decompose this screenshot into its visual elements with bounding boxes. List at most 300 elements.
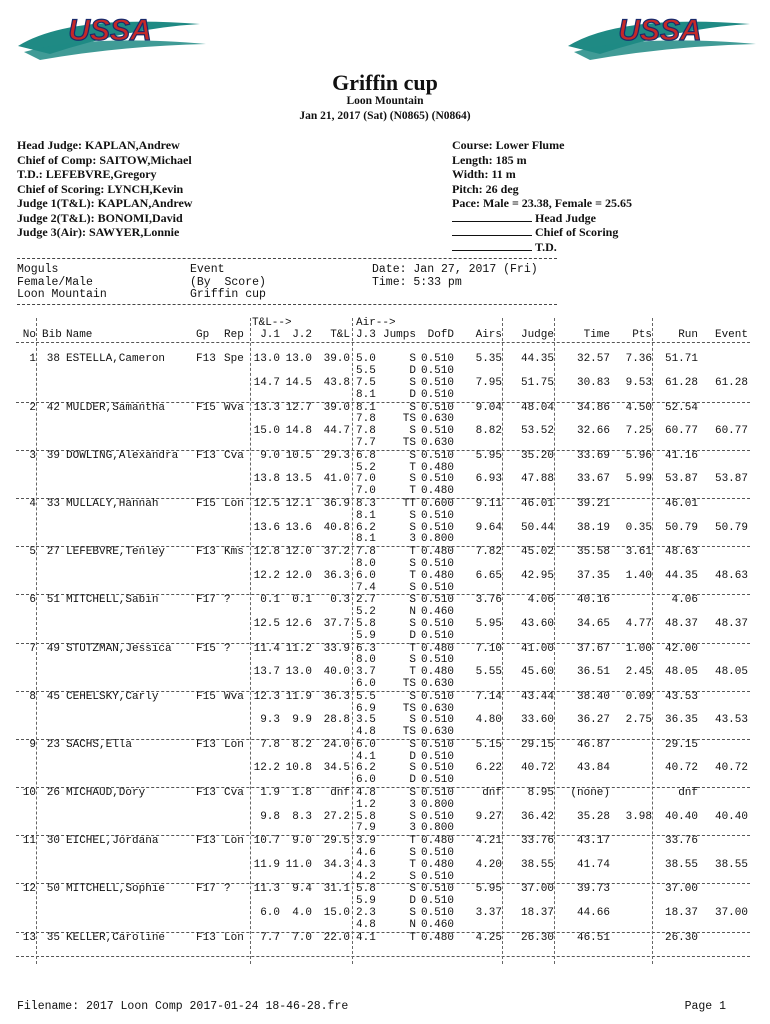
jump-code: T [409,461,416,474]
score-run: 52.54 [664,401,698,414]
score-tl: 41.0 [323,473,350,486]
score-j2: 13.0 [285,353,312,366]
score-run: 44.35 [664,569,698,582]
score-j1: 13.7 [253,666,280,679]
score-run: 38.55 [664,858,698,871]
column-divider [502,318,503,964]
table-row [16,908,750,920]
score-airs: 5.35 [475,353,502,366]
athlete-name: LEFEBVRE,Tenley [66,546,166,559]
table-row [16,438,750,451]
air-judge-score: 6.0 [356,738,376,751]
jump-code: D [409,365,416,378]
athlete-name: MITCHELL,Sophie [66,883,166,896]
column-header-tl: T&L [330,328,350,341]
jump-code: S [409,425,416,438]
score-event: 40.40 [714,810,748,823]
bib-number: 49 [46,642,60,655]
score-run: 29.15 [664,738,698,751]
column-header-gp: Gp [196,328,210,341]
score-j2: 11.0 [285,858,312,871]
score-run: 37.00 [664,883,698,896]
course-line: Course: Lower Flume [452,138,565,152]
score-airs: 9.27 [475,810,502,823]
air-judge-score: 7.0 [356,473,376,486]
score-j2: 12.1 [285,497,312,510]
jump-code: D [409,388,416,401]
score-j2: 9.0 [292,835,312,848]
jump-code: D [409,750,416,763]
table-row [16,499,750,511]
score-j1: 13.6 [253,521,280,534]
score-tl: 39.0 [323,401,350,414]
signature-line: Head Judge [452,211,632,226]
air-judge-score: 1.2 [356,798,376,811]
score-run: 26.30 [664,931,698,944]
score-airs: 7.10 [475,642,502,655]
age-group: F13 [196,835,216,848]
jump-code: S [409,353,416,366]
score-judge: 8.95 [527,787,554,800]
table-row [16,354,750,366]
table-row [16,715,750,727]
jump-code: TS [402,413,416,426]
official-line: Chief of Scoring: LYNCH,Kevin [17,181,184,196]
score-j1: 12.8 [253,546,280,559]
officials-list [17,138,192,240]
table-row [16,667,750,679]
score-time: 35.58 [576,546,610,559]
age-group: F15 [196,497,216,510]
table-row [16,474,750,486]
score-time: 30.83 [576,376,610,389]
air-judge-score: 5.9 [356,629,376,642]
course-line: Pace: Male = 23.38, Female = 25.65 [452,196,632,210]
score-judge: 29.15 [520,738,554,751]
age-group: F13 [196,449,216,462]
score-pts: 3.98 [625,810,652,823]
course-info [452,138,632,254]
score-j1: 9.0 [260,449,280,462]
age-group: F15 [196,642,216,655]
air-judge-score: 8.3 [356,497,376,510]
degree-of-difficulty: 0.510 [420,762,454,775]
athlete-name: MICHAUD,Dory [66,787,146,800]
table-row [16,740,750,752]
team-rep: Lon [224,931,244,944]
score-run: 33.76 [664,835,698,848]
table-row [16,547,750,559]
score-j2: 13.0 [285,666,312,679]
score-tl: 43.8 [323,376,350,389]
score-j2: 9.4 [292,883,312,896]
air-judge-score: 5.5 [356,365,376,378]
age-group: F13 [196,738,216,751]
degree-of-difficulty: 0.630 [420,413,454,426]
table-row [16,644,750,656]
athlete-name: EICHEL,Jordana [66,835,159,848]
jump-code: TS [402,677,416,690]
table-row [16,933,750,945]
bib-number: 51 [46,594,60,607]
score-j2: 12.0 [285,546,312,559]
table-row [16,571,750,583]
divider [17,258,557,259]
column-divider [652,318,653,964]
jump-code: S [409,883,416,896]
table-row [16,884,750,896]
score-tl: 15.0 [323,907,350,920]
score-event: 48.63 [714,569,748,582]
score-run: 42.00 [664,642,698,655]
score-run: 46.01 [664,497,698,510]
results-table [16,318,750,957]
score-j1: 13.0 [253,353,280,366]
venue: Loon Mountain [346,95,424,107]
score-tl: 22.0 [323,931,350,944]
score-tl: 40.8 [323,521,350,534]
column-header-pts: Pts [632,328,652,341]
score-event: 48.37 [714,617,748,630]
table-row [16,920,750,933]
degree-of-difficulty: 0.510 [420,787,454,800]
place-number: 4 [29,497,36,510]
degree-of-difficulty: 0.510 [420,376,454,389]
score-tl: dnf [330,787,350,800]
place-number: 8 [29,690,36,703]
place-number: 9 [29,738,36,751]
athlete-name: DOWLING,Alexandra [66,449,179,462]
score-pts: 4.50 [625,401,652,414]
column-header-jumps: Jumps [382,328,416,341]
score-tl: 36.9 [323,497,350,510]
score-j2: 4.0 [292,907,312,920]
ussa-logo-left [10,6,210,64]
degree-of-difficulty: 0.480 [420,642,454,655]
air-judge-score: 4.8 [356,726,376,739]
jump-code: D [409,895,416,908]
age-group: F13 [196,546,216,559]
table-row [16,330,750,343]
air-judge-score: 6.0 [356,774,376,787]
score-j1: 9.8 [260,810,280,823]
degree-of-difficulty: 0.460 [420,918,454,931]
air-judge-score: 7.4 [356,581,376,594]
score-j1: 7.8 [260,738,280,751]
score-j2: 13.5 [285,473,312,486]
jump-code: TS [402,726,416,739]
score-time: 40.16 [576,594,610,607]
air-judge-score: 7.8 [356,413,376,426]
score-j2: 13.6 [285,521,312,534]
table-row [16,944,750,957]
jump-code: N [409,918,416,931]
table-row [16,511,750,523]
degree-of-difficulty: 0.510 [420,895,454,908]
score-pts: 1.40 [625,569,652,582]
score-j1: 15.0 [253,425,280,438]
score-judge: 33.60 [520,714,554,727]
age-group: F13 [196,353,216,366]
athlete-name: CEHELSKY,Carly [66,690,159,703]
degree-of-difficulty: 0.800 [420,798,454,811]
degree-of-difficulty: 0.510 [420,509,454,522]
score-airs: 9.64 [475,521,502,534]
score-j1: 13.8 [253,473,280,486]
score-judge: 41.00 [520,642,554,655]
score-j2: 12.6 [285,617,312,630]
score-airs: 5.15 [475,738,502,751]
column-header-j1: J.1 [260,328,280,341]
table-row [16,390,750,403]
score-time: 37.67 [576,642,610,655]
air-judge-score: 6.9 [356,702,376,715]
score-pts: 7.36 [625,353,652,366]
score-j1: 10.7 [253,835,280,848]
jump-code: S [409,509,416,522]
score-pts: 0.09 [625,690,652,703]
air-judge-score: 8.1 [356,388,376,401]
logo-text: USSA [68,14,152,47]
date-line: Jan 21, 2017 (Sat) (N0865) (N0864) [299,110,471,122]
air-judge-score: 2.3 [356,907,376,920]
athlete-name: SACHS,Ella [66,738,133,751]
jump-code: T [409,485,416,498]
athlete-name: MITCHELL,Sabin [66,594,159,607]
degree-of-difficulty: 0.480 [420,461,454,474]
bib-number: 39 [46,449,60,462]
score-airs: 9.04 [475,401,502,414]
score-airs: 7.14 [475,690,502,703]
jump-code: S [409,870,416,883]
jump-code: S [409,690,416,703]
degree-of-difficulty: 0.510 [420,521,454,534]
footer-filename: Filename: 2017 Loon Comp 2017-01-24 18-46-28.fre [17,1000,349,1013]
degree-of-difficulty: 0.480 [420,485,454,498]
score-tl: 36.3 [323,569,350,582]
jump-code: TS [402,702,416,715]
jump-code: S [409,714,416,727]
degree-of-difficulty: 0.510 [420,810,454,823]
official-line: Chief of Comp: SAITOW,Michael [17,152,192,167]
score-judge: 50.44 [520,521,554,534]
score-j2: 10.8 [285,762,312,775]
score-time: 37.35 [576,569,610,582]
column-header-judge: Judge [520,328,554,341]
score-judge: 37.00 [520,883,554,896]
degree-of-difficulty: 0.480 [420,666,454,679]
degree-of-difficulty: 0.510 [420,557,454,570]
jump-code: S [409,376,416,389]
ussa-logo-right [560,6,760,64]
score-airs: 9.11 [475,497,502,510]
column-header-no: No [22,328,36,341]
degree-of-difficulty: 0.510 [420,353,454,366]
table-row [16,896,750,908]
degree-of-difficulty: 0.510 [420,690,454,703]
score-event: 50.79 [714,521,748,534]
score-j2: 14.8 [285,425,312,438]
table-row [16,595,750,607]
degree-of-difficulty: 0.510 [420,581,454,594]
table-row [16,800,750,812]
jump-code: S [409,762,416,775]
air-judge-score: 5.2 [356,461,376,474]
score-time: 44.66 [576,907,610,920]
score-judge: 40.72 [520,762,554,775]
bib-number: 27 [46,546,60,559]
official-line: T.D.: LEFEBVRE,Gregory [17,167,157,181]
jump-code: T [409,858,416,871]
air-judge-score: 5.8 [356,883,376,896]
score-j1: 13.3 [253,401,280,414]
score-tl: 29.3 [323,449,350,462]
score-airs: 4.25 [475,931,502,944]
official-line: Judge 3(Air): SAWYER,Lonnie [17,225,180,239]
degree-of-difficulty: 0.510 [420,594,454,607]
score-judge: 45.60 [520,666,554,679]
jump-code: S [409,907,416,920]
degree-of-difficulty: 0.510 [420,750,454,763]
air-group-header: Air--> [356,317,396,329]
score-j2: 11.2 [285,642,312,655]
score-run: 51.71 [664,353,698,366]
score-judge: 48.04 [520,401,554,414]
jump-code: 3 [409,822,416,835]
logo-text: USSA [618,14,702,47]
score-time: 32.66 [576,425,610,438]
score-airs: 4.80 [475,714,502,727]
score-run: 18.37 [664,907,698,920]
score-run: 4.06 [671,594,698,607]
course-line: Width: 11 m [452,167,516,181]
jump-code: N [409,606,416,619]
degree-of-difficulty: 0.510 [420,388,454,401]
degree-of-difficulty: 0.510 [420,401,454,414]
jump-code: T [409,546,416,559]
air-judge-score: 5.5 [356,690,376,703]
jump-code: S [409,557,416,570]
bib-number: 33 [46,497,60,510]
score-pts: 0.35 [625,521,652,534]
course-line: Length: 185 m [452,152,527,167]
score-j1: 12.2 [253,569,280,582]
score-time: 41.74 [576,858,610,871]
place-number: 2 [29,401,36,414]
table-row [16,426,750,438]
place-number: 3 [29,449,36,462]
score-tl: 31.1 [323,883,350,896]
score-j2: 0.1 [292,594,312,607]
score-judge: 42.95 [520,569,554,582]
jump-code: 3 [409,533,416,546]
score-run: 41.16 [664,449,698,462]
degree-of-difficulty: 0.480 [420,858,454,871]
course-line: Pitch: 26 deg [452,181,519,196]
bib-number: 45 [46,690,60,703]
column-divider [250,318,251,964]
score-time: 39.73 [576,883,610,896]
score-pts: 7.25 [625,425,652,438]
age-group: F13 [196,931,216,944]
bib-number: 26 [46,787,60,800]
jump-code: D [409,774,416,787]
air-judge-score: 8.1 [356,533,376,546]
score-j1: 6.0 [260,907,280,920]
column-header-event: Event [714,328,748,341]
column-header-j3: J.3 [356,328,376,341]
score-airs: 7.95 [475,376,502,389]
team-rep: Cva [224,787,244,800]
degree-of-difficulty: 0.510 [420,883,454,896]
score-j1: 11.3 [253,883,280,896]
score-tl: 27.2 [323,810,350,823]
score-time: 36.27 [576,714,610,727]
score-run: 60.77 [664,425,698,438]
table-row [16,812,750,824]
score-time: 34.86 [576,401,610,414]
score-judge: 51.75 [520,376,554,389]
score-event: 61.28 [714,376,748,389]
degree-of-difficulty: 0.630 [420,702,454,715]
place-number: 7 [29,642,36,655]
column-header-j2: J.2 [292,328,312,341]
jump-code: TS [402,436,416,449]
air-judge-score: 6.2 [356,521,376,534]
score-j2: 12.7 [285,401,312,414]
score-j2: 1.8 [292,787,312,800]
air-judge-score: 3.9 [356,835,376,848]
score-time: 39.21 [576,497,610,510]
athlete-name: ESTELLA,Cameron [66,353,166,366]
air-judge-score: 7.7 [356,436,376,449]
table-row [16,727,750,740]
air-judge-score: 5.9 [356,895,376,908]
air-judge-score: 5.0 [356,353,376,366]
score-time: 35.28 [576,810,610,823]
team-rep: Lon [224,835,244,848]
athlete-name: KELLER,Caroline [66,931,166,944]
degree-of-difficulty: 0.800 [420,822,454,835]
air-judge-score: 5.2 [356,606,376,619]
event-meta-event: Event (By Score) Griffin cup [190,263,266,301]
column-header-run: Run [678,328,698,341]
air-judge-score: 5.8 [356,810,376,823]
air-judge-score: 4.8 [356,787,376,800]
column-header-airs: Airs [475,328,502,341]
air-judge-score: 7.9 [356,822,376,835]
air-judge-score: 7.5 [356,376,376,389]
team-rep: Cva [224,449,244,462]
score-j1: 14.7 [253,376,280,389]
table-row [16,752,750,764]
score-judge: 35.20 [520,449,554,462]
score-run: 48.37 [664,617,698,630]
air-judge-score: 8.1 [356,509,376,522]
score-run: 61.28 [664,376,698,389]
score-judge: 33.76 [520,835,554,848]
jump-code: S [409,449,416,462]
score-j2: 11.9 [285,690,312,703]
air-judge-score: 4.8 [356,918,376,931]
degree-of-difficulty: 0.510 [420,449,454,462]
score-time: 43.84 [576,762,610,775]
place-number: 1 [29,353,36,366]
athlete-name: MULDER,Samantha [66,401,166,414]
team-rep: Lon [224,497,244,510]
score-j2: 8.3 [292,810,312,823]
score-judge: 36.42 [520,810,554,823]
